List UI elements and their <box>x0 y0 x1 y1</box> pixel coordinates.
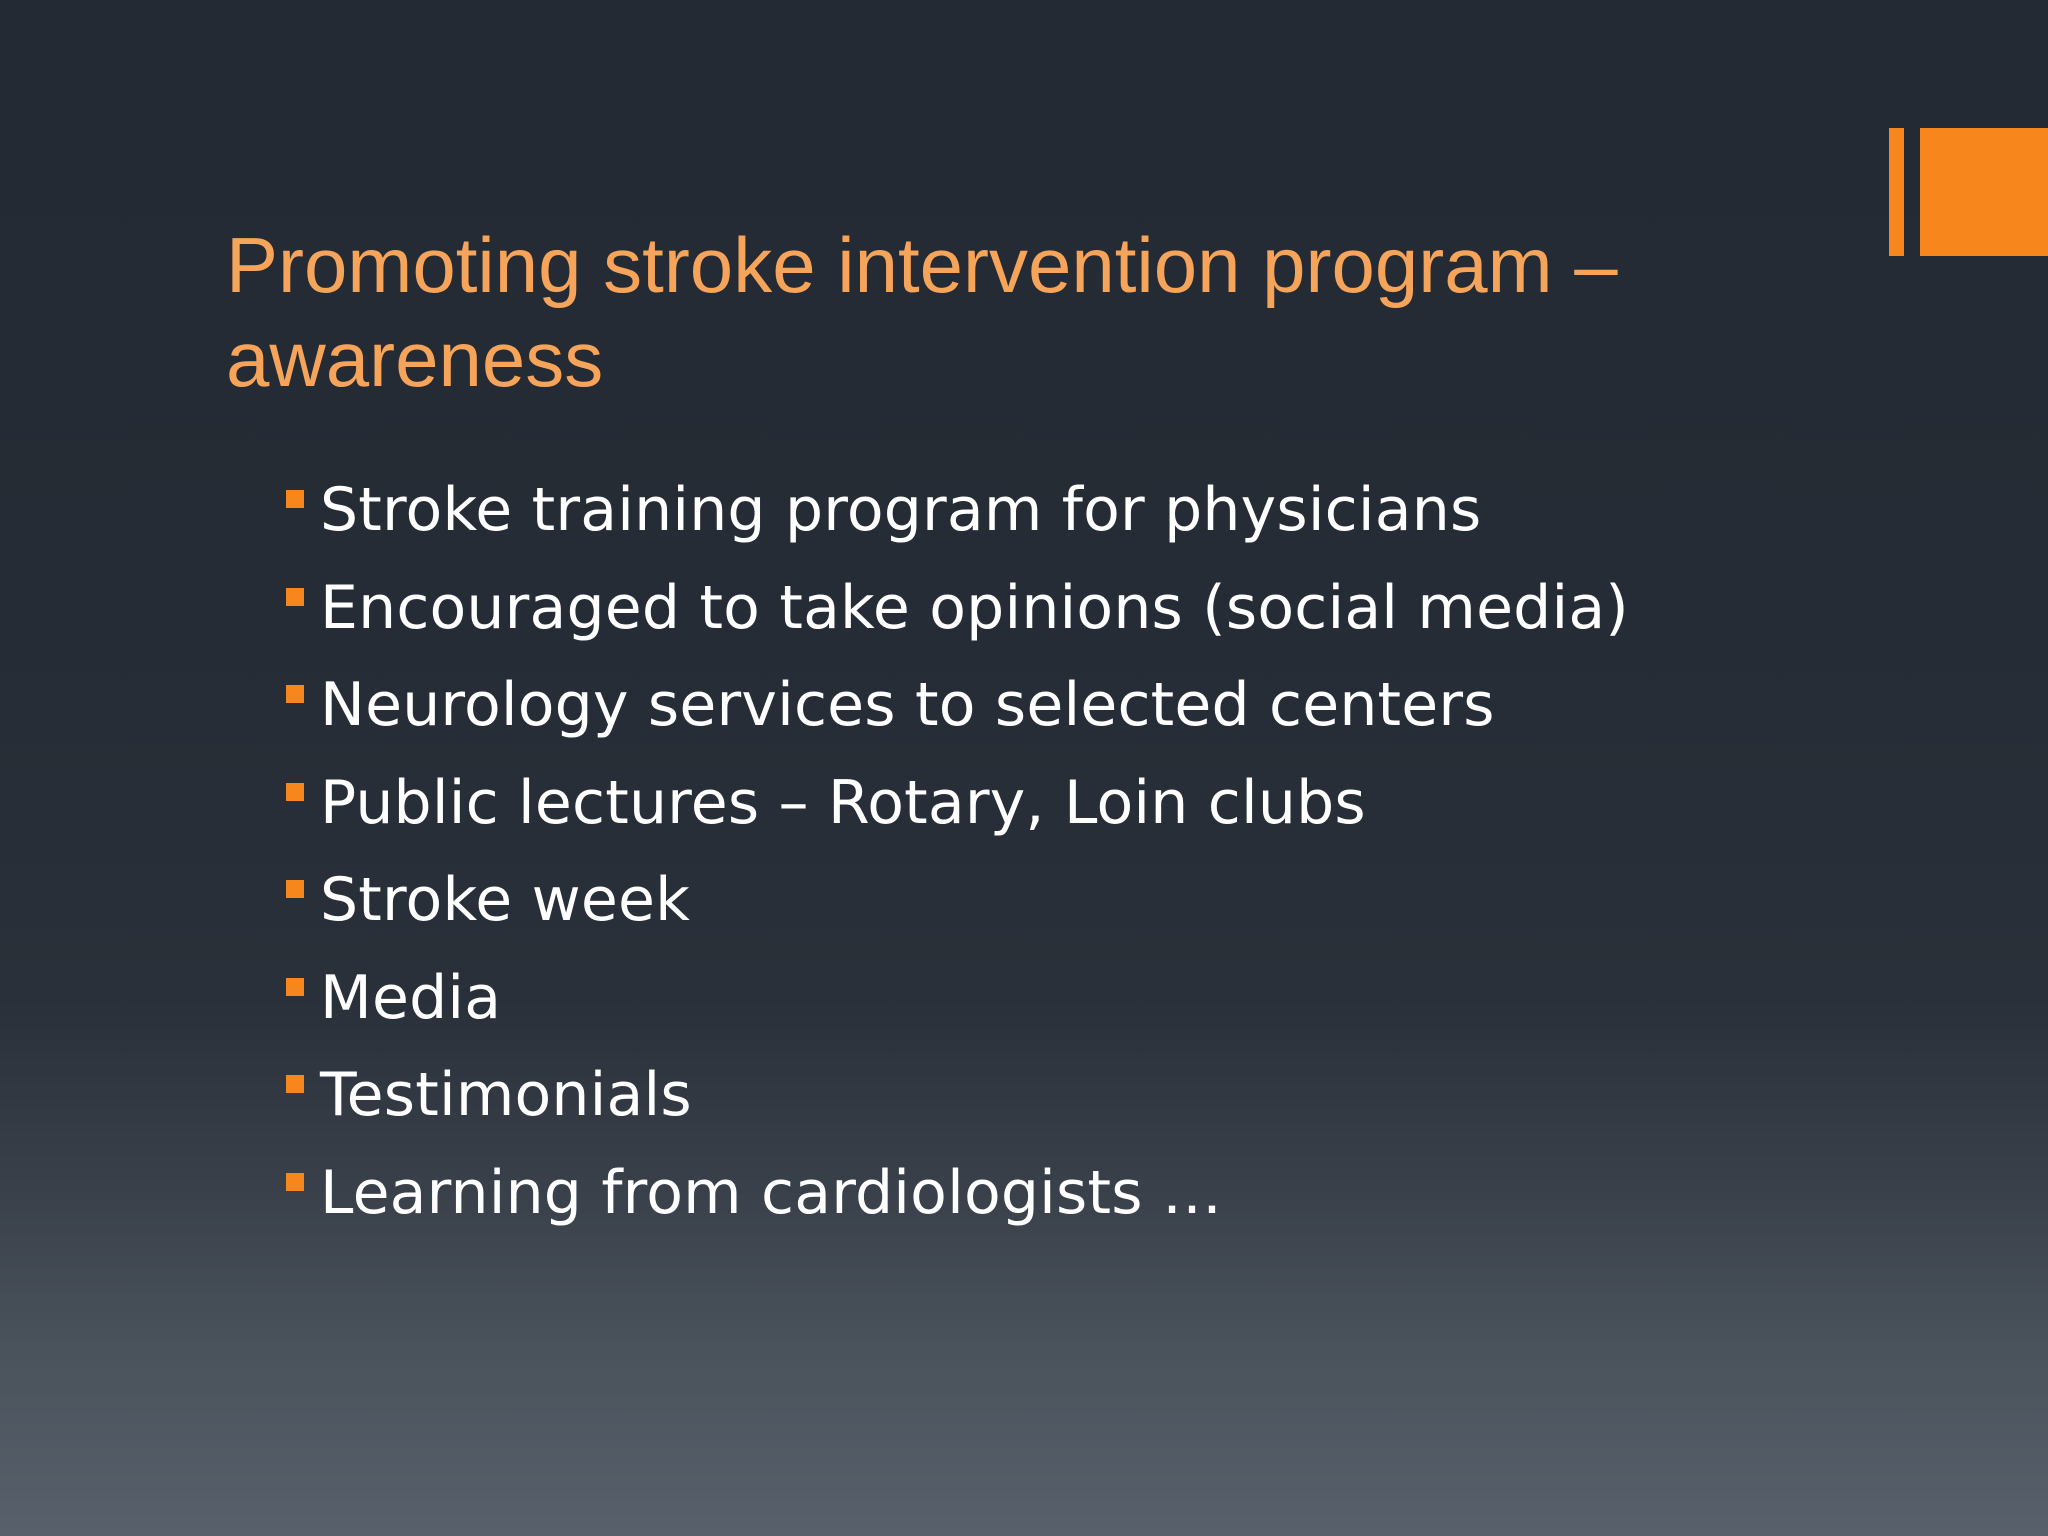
corner-accent-block <box>1920 128 2048 256</box>
square-bullet-icon <box>286 588 304 606</box>
bullet-text: Learning from cardiologists … <box>320 1157 1223 1228</box>
bullet-text: Media <box>320 962 502 1033</box>
bullet-text: Stroke week <box>320 865 691 935</box>
corner-accent-thin-bar <box>1889 128 1904 256</box>
bullet-text: Stroke training program for physicians <box>320 475 1482 545</box>
bullet-text: Public lectures – Rotary, Loin clubs <box>320 767 1366 838</box>
bullet-text: Testimonials <box>320 1060 692 1130</box>
bullet-text: Neurology services to selected centers <box>320 670 1495 740</box>
square-bullet-icon <box>286 490 304 508</box>
square-bullet-icon <box>286 880 304 898</box>
slide-title: Promoting stroke intervention program – awareness <box>226 221 1618 403</box>
square-bullet-icon <box>286 685 304 703</box>
square-bullet-icon <box>286 783 304 801</box>
bullet-text: Encouraged to take opinions (social media) <box>320 572 1629 643</box>
square-bullet-icon <box>286 978 304 996</box>
square-bullet-icon <box>286 1075 304 1093</box>
square-bullet-icon <box>286 1173 304 1191</box>
